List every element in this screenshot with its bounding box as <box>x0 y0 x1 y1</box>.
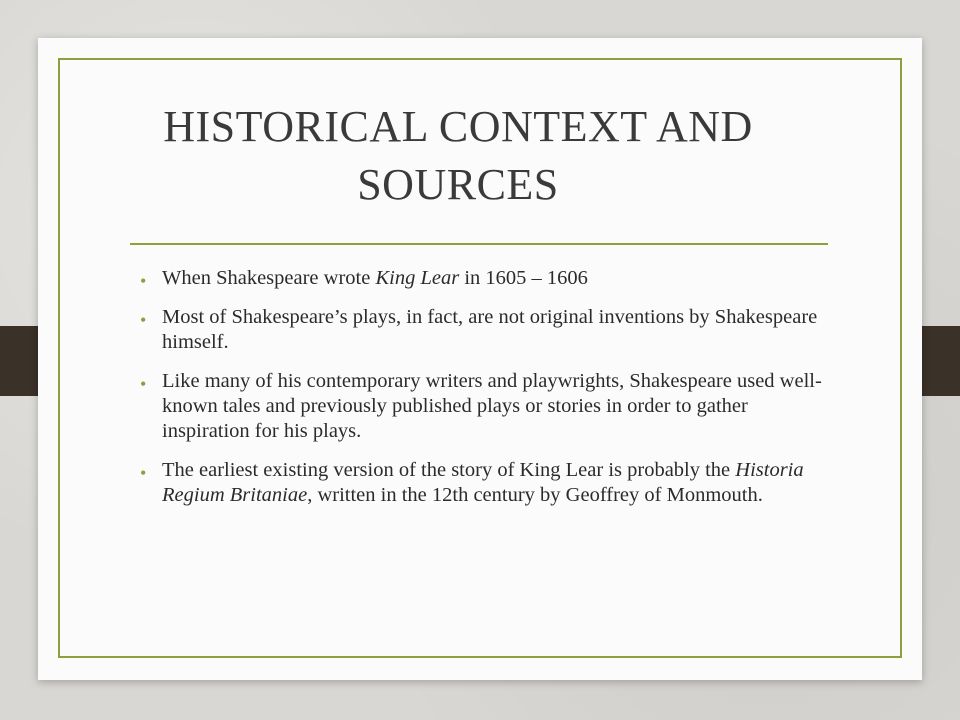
bullet-text: When Shakespeare wrote <box>162 267 376 289</box>
title-line-2: SOURCES <box>357 160 559 209</box>
title-divider <box>130 243 828 245</box>
bullet-item <box>132 305 832 355</box>
slide-card <box>38 38 922 680</box>
bullet-dot-icon: • <box>140 463 147 483</box>
bullet-item <box>132 458 832 508</box>
bullet-text: Like many of his contemporary writers and playwrights, Shakespeare used well-known tales and previously published plays or stories in order to gather inspiration for his plays. <box>162 370 822 442</box>
bullet-item <box>132 369 832 444</box>
bullet-text: in 1605 – 1606 <box>459 267 588 289</box>
bullet-dot-icon: • <box>140 271 147 291</box>
bullet-dot-icon: • <box>140 310 147 330</box>
bullet-text: , written in the 12th century by Geoffrey of Monmouth. <box>307 484 763 506</box>
bullet-list <box>132 266 832 522</box>
bullet-text: Most of Shakespeare’s plays, in fact, are not original inventions by Shakespeare himself. <box>162 306 818 353</box>
bullet-italic-title: Historia Regium Britaniae <box>162 459 804 506</box>
bullet-italic-title: King Lear <box>375 267 460 289</box>
slide-title <box>98 98 818 214</box>
bullet-dot-icon: • <box>140 374 147 394</box>
bullet-text: The earliest existing version of the story of King Lear is probably the <box>162 459 736 481</box>
title-line-1: HISTORICAL CONTEXT AND <box>163 102 753 151</box>
bullet-item <box>132 266 832 291</box>
